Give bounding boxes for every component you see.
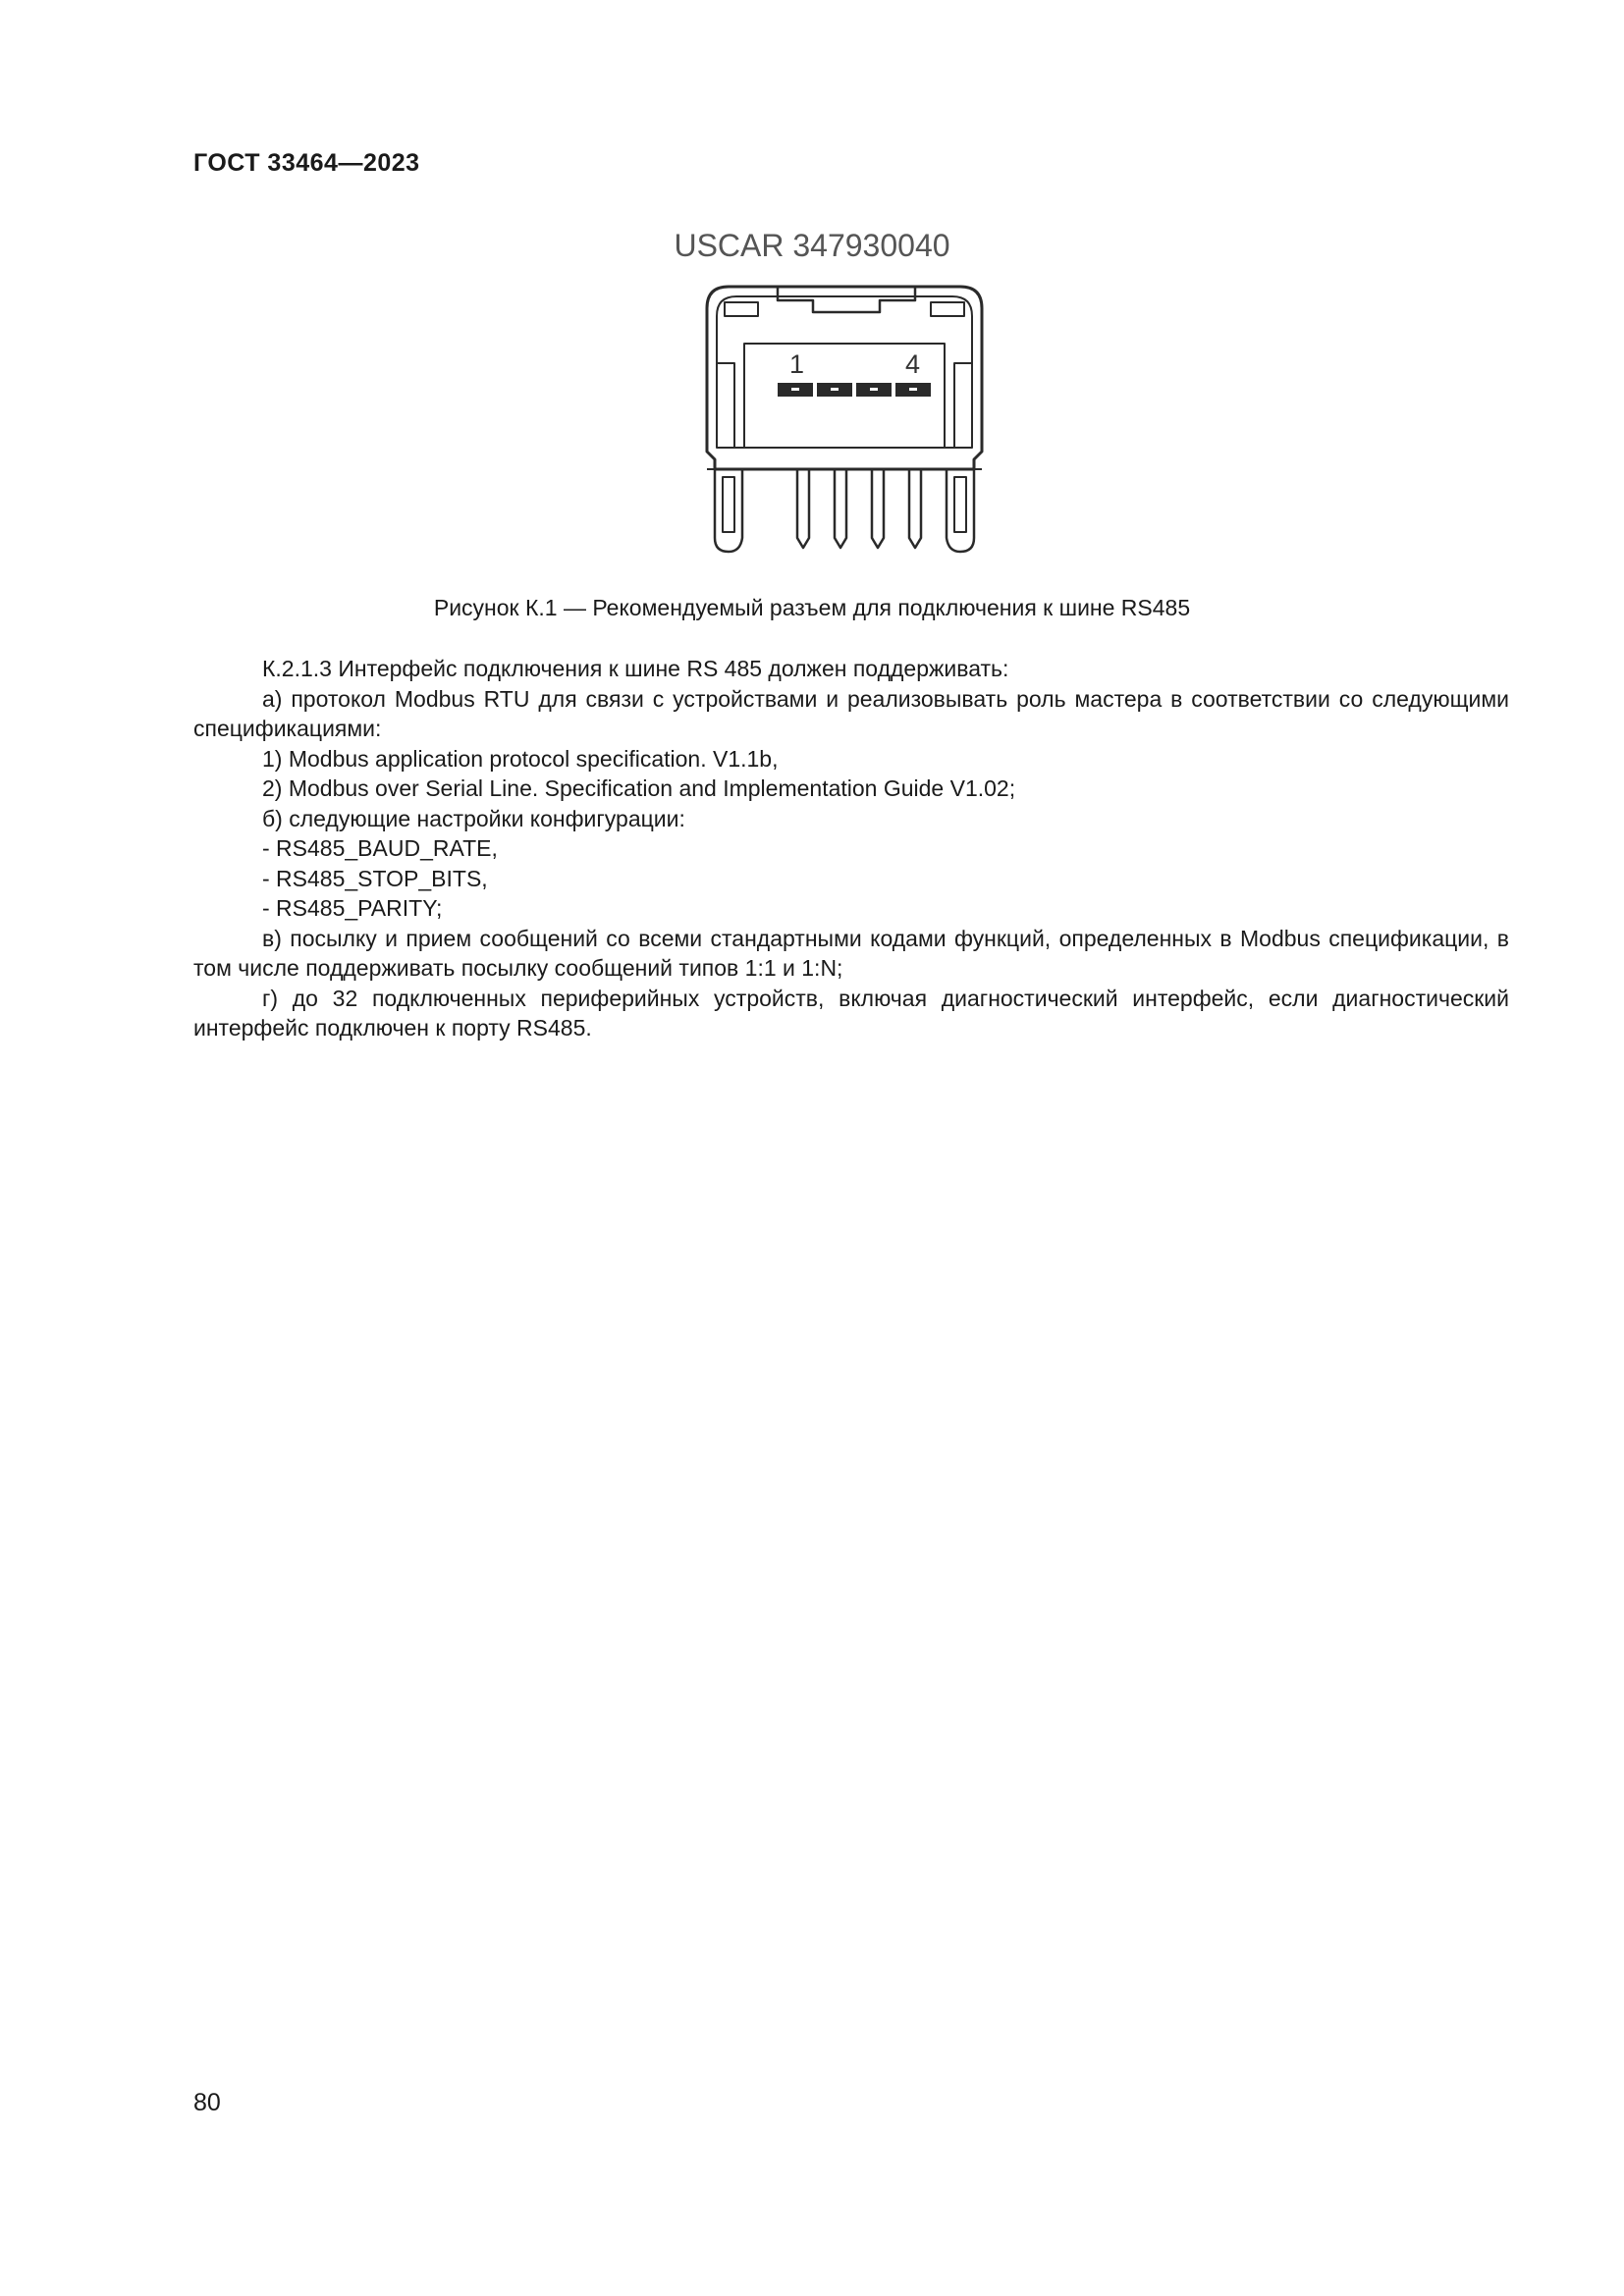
paragraph: - RS485_PARITY; [262,895,443,921]
body-text [193,654,1509,1043]
figure-caption: Рисунок К.1 — Рекомендуемый разъем для подключения к шине RS485 [433,595,1191,620]
pin-label-first: 1 [789,349,805,379]
connector-housing-inner [717,296,972,448]
connector-latch [778,287,915,312]
figure-title: USCAR 347930040 [674,228,950,263]
pin-3 [872,469,884,548]
left-mounting-tab [715,469,742,552]
connector-drawing [687,275,1001,569]
page-number: 80 [193,2089,221,2116]
terminal-row [778,383,931,397]
paragraph: 2) Modbus over Serial Line. Specification and Implementation Guide V1.02; [262,775,1016,801]
pin-2 [835,469,846,548]
pin-4 [909,469,921,548]
pin-1 [797,469,809,548]
pin-label-last: 4 [905,349,921,379]
paragraph: б) следующие настройки конфигурации: [262,805,685,831]
document-code-header: ГОСТ 33464—2023 [193,149,420,177]
paragraph: а) протокол Modbus RTU для связи с устройствами и реализовывать роль мастера в соответствии со следующими спецификациями: [193,685,1509,741]
paragraph: 1) Modbus application protocol specification. V1.1b, [262,745,779,772]
paragraph: в) посылку и прием сообщений со всеми стандартными кодами функций, определенных в Modbus спецификации, в том числе поддерживать посылку сообщений типов 1:1 и 1:N; [193,925,1509,981]
connector-housing-outline [707,287,982,469]
paragraph: г) до 32 подключенных периферийных устройств, включая диагностический интерфейс, если диагностический интерфейс подключен к порту RS485. [193,985,1509,1041]
paragraph: К.2.1.3 Интерфейс подключения к шине RS 485 должен поддерживать: [262,656,1009,681]
right-mounting-tab [947,469,974,552]
paragraph: - RS485_STOP_BITS, [262,865,488,891]
paragraph: - RS485_BAUD_RATE, [262,835,498,861]
